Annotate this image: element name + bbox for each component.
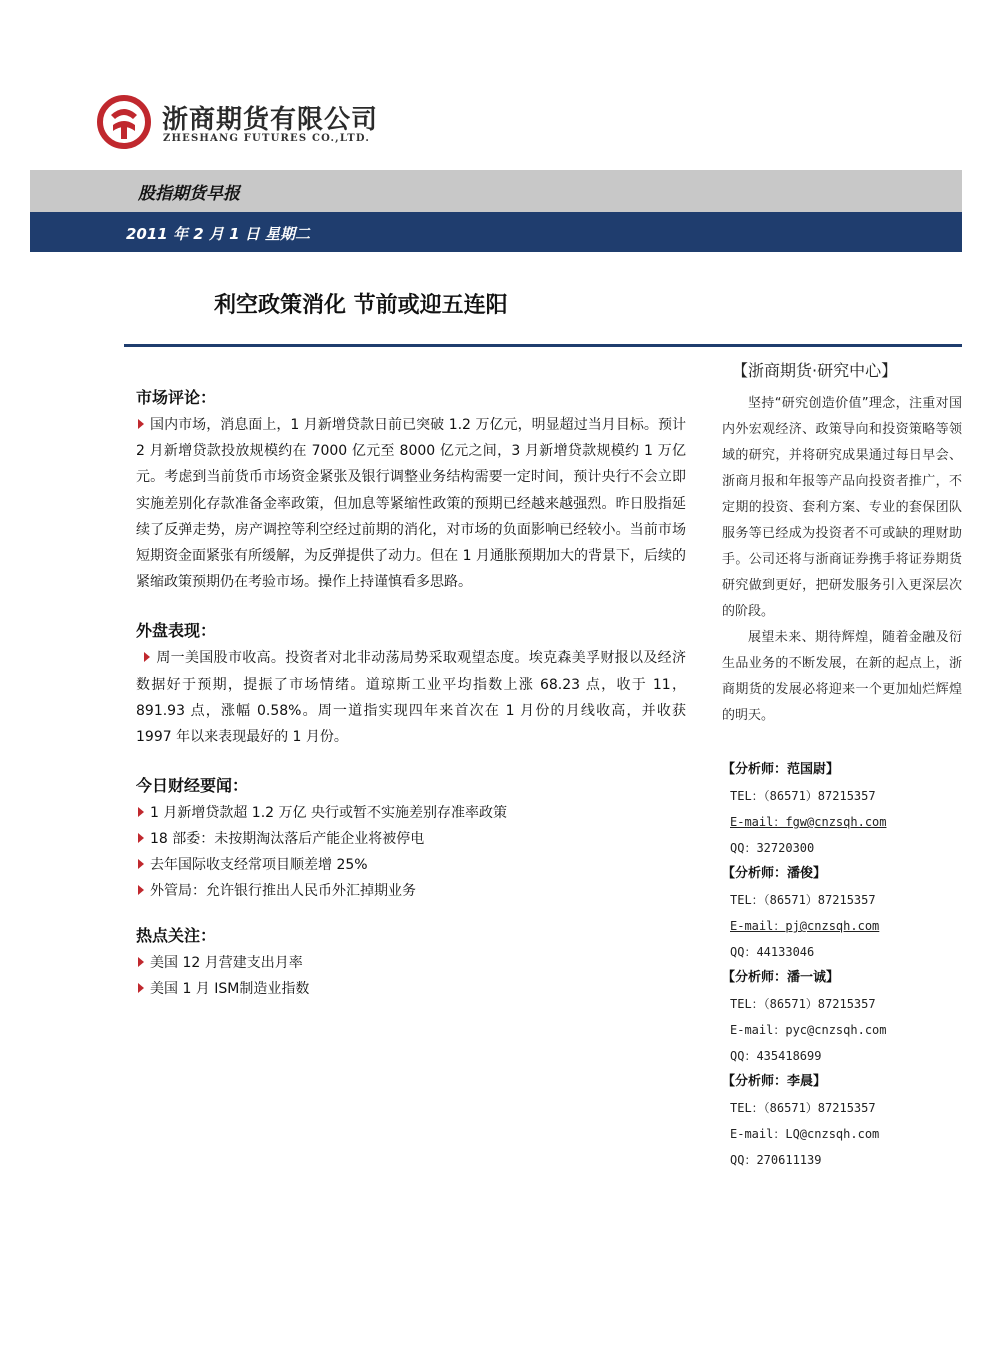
- analyst-tel: TEL：（86571）87215357: [730, 893, 876, 907]
- date-bar: [30, 212, 962, 252]
- analyst-email-link[interactable]: E-mail：LQ@cnzsqh.com: [730, 1127, 880, 1141]
- analyst-email-link[interactable]: E-mail：pyc@cnzsqh.com: [730, 1023, 887, 1037]
- company-emblem-icon: [97, 95, 151, 149]
- sidebar: [722, 358, 962, 1173]
- analyst-card: [722, 861, 962, 965]
- analyst-email-link[interactable]: E-mail：fgw@cnzsqh.com: [730, 815, 887, 829]
- bullet-arrow-icon: [138, 885, 144, 895]
- analyst-tel: TEL：（86571）87215357: [730, 789, 876, 803]
- sidebar-paragraph: 展望未来、期待辉煌，随着金融及衍生品业务的不断发展，在新的起点上，浙商期货的发展必将迎来一个更加灿烂辉煌的明天。: [722, 630, 962, 723]
- report-title-bar: [30, 170, 962, 212]
- analyst-tel: TEL：（86571）87215357: [730, 997, 876, 1011]
- news-item: 1 月新增贷款超 1.2 万亿 央行或暂不实施差别存准率政策: [136, 800, 686, 826]
- sidebar-title: 【浙商期货·研究中心】: [732, 361, 898, 380]
- analyst-qq: QQ：270611139: [730, 1153, 822, 1167]
- bullet-arrow-icon: [138, 957, 144, 967]
- news-section-title: 今日财经要闻：: [136, 776, 249, 796]
- analyst-qq: QQ：32720300: [730, 841, 815, 855]
- hot-item: 美国 12 月营建支出月率: [136, 950, 686, 976]
- analyst-name: 【分析师：范国尉】: [722, 762, 840, 777]
- main-content: [136, 384, 686, 1002]
- bullet-arrow-icon: [138, 859, 144, 869]
- news-item: 去年国际收支经常项目顺差增 25%: [136, 852, 686, 878]
- analyst-card: [722, 757, 962, 861]
- bullet-arrow-icon: [138, 833, 144, 843]
- headline: 利空政策消化 节前或迎五连阳: [214, 293, 508, 318]
- bullet-arrow-icon: [138, 419, 144, 429]
- news-item: 外管局：允许银行推出人民币外汇掉期业务: [136, 878, 686, 904]
- market-paragraph: [136, 412, 686, 595]
- analyst-email-link[interactable]: E-mail：pj@cnzsqh.com: [730, 919, 880, 933]
- company-name-en: ZHESHANG FUTURES CO.,LTD.: [163, 133, 371, 144]
- company-logo: [97, 95, 397, 155]
- analyst-list: [722, 757, 962, 1173]
- analyst-qq: QQ：435418699: [730, 1049, 822, 1063]
- analyst-name: 【分析师：李晨】: [722, 1074, 827, 1089]
- analyst-name: 【分析师：潘一诚】: [722, 970, 840, 985]
- market-text: 国内市场，消息面上，1 月新增贷款日前已突破 1.2 万亿元，明显超过当月目标。预计 2 月新增贷款投放规模约在 7000 亿元至 8000 亿元之间，3 月新增贷款规模约 1 万亿元。考虑到当前货币市场资金紧张及银行调整业务结构需要一定时间，预计央行不会立即实施差别化存款准备金率政策，但加息等紧缩性政策的预期已经越来越强烈。昨日股指延续了反弹走势，房产调控等利空经过前期的消化，对市场的负面影响已经较小。当前市场短期资金面紧张有所缓解，为反弹提供了动力。但在 1 月通胀预期加大的背景下，后续的紧缩政策预期仍在考验市场。操作上持谨慎看多思路。: [136, 417, 686, 591]
- market-section-title: 市场评论：: [136, 388, 217, 407]
- sidebar-paragraph: 坚持“研究创造价值”理念，注重对国内外宏观经济、政策导向和投资策略等领域的研究，并将研究成果通过每日早会、浙商月报和年报等产品向投资者推广，不定期的投资、套利方案、专业的套保团队服务等已经成为投资者不可或缺的理财助手。公司还将与浙商证券携手将证券期货研究做到更好，把研发服务引入更深层次的阶段。: [722, 396, 962, 619]
- analyst-name: 【分析师：潘俊】: [722, 866, 827, 881]
- analyst-tel: TEL：（86571）87215357: [730, 1101, 876, 1115]
- company-name-cn: 浙商期货有限公司: [162, 105, 379, 135]
- overseas-section-title: 外盘表现：: [136, 621, 217, 641]
- analyst-card: [722, 1069, 962, 1173]
- analyst-card: [722, 965, 962, 1069]
- hot-section-title: 热点关注：: [136, 926, 217, 946]
- news-item: 18 部委：未按期淘汰落后产能企业将被停电: [136, 826, 686, 852]
- report-title: 股指期货早报: [138, 184, 240, 204]
- report-date: 2011 年 2 月 1 日 星期二: [126, 225, 310, 243]
- bullet-arrow-icon: [138, 807, 144, 817]
- overseas-paragraph: [136, 645, 686, 750]
- bullet-arrow-icon: [144, 652, 150, 662]
- overseas-text: 周一美国股市收高。投资者对北非动荡局势采取观望态度。埃克森美孚财报以及经济数据好于预期，提振了市场情绪。道琼斯工业平均指数上涨 68.23 点，收于 11，891.93 点，涨幅 0.58%。周一道指实现四年来首次在 1 月份的月线收高，并收获 1997 年以来表现最好的 1 月份。: [136, 650, 686, 746]
- divider: [124, 344, 962, 347]
- analyst-qq: QQ：44133046: [730, 945, 815, 959]
- hot-item: 美国 1 月 ISM制造业指数: [136, 976, 686, 1002]
- bullet-arrow-icon: [138, 983, 144, 993]
